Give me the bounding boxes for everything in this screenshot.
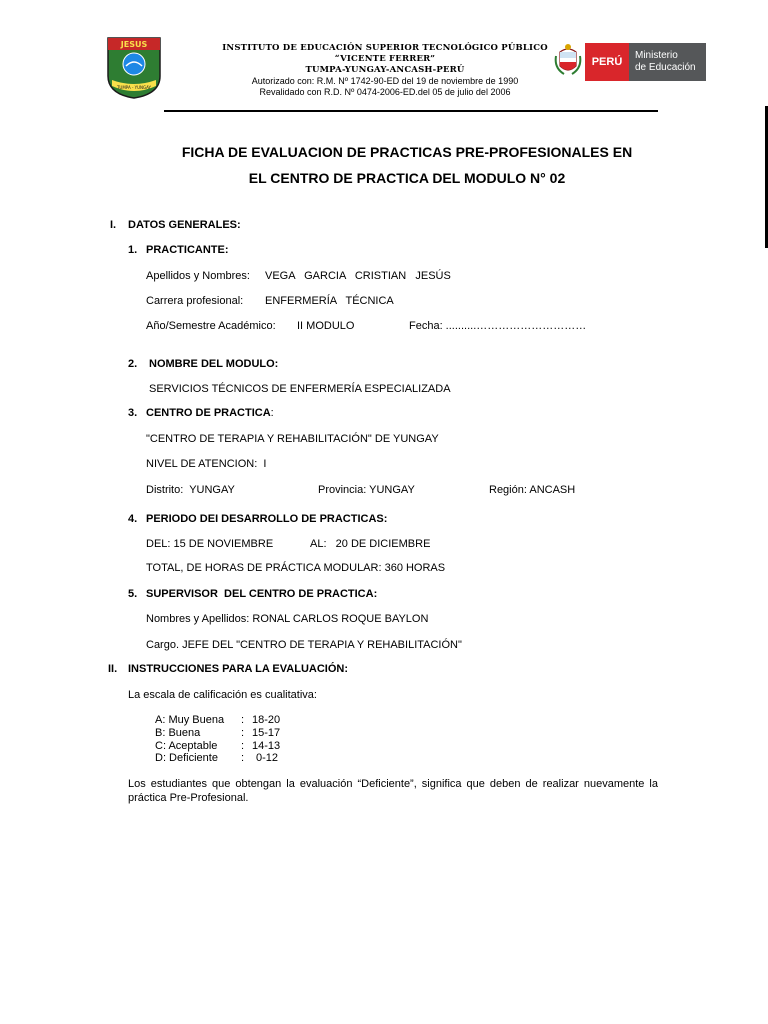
center-name: "CENTRO DE TERAPIA Y REHABILITACIÓN" DE YUNGAY	[146, 433, 439, 445]
revalidation-text: Revalidado con R.D. Nº 0474-2006-ED.del 05 de julio del 2006	[259, 87, 511, 97]
names-label: Apellidos y Nombres:	[146, 270, 250, 282]
scale-range: 14-13	[252, 740, 281, 752]
scale-separator: :	[241, 752, 245, 764]
subsection-3-number: 3.	[128, 407, 138, 419]
scale-range: 18-20	[252, 714, 281, 726]
subsection-2-number: 2.	[128, 358, 138, 370]
subsection-1-number: 1.	[128, 244, 138, 256]
ministry-logo	[585, 43, 706, 81]
peru-badge	[585, 43, 629, 81]
career-label: Carrera profesional:	[146, 295, 244, 307]
career-value: ENFERMERÍA TÉCNICA	[265, 295, 394, 307]
scale-label: C: Aceptable	[155, 740, 218, 752]
center-heading-colon: :	[270, 407, 274, 419]
period-end: AL: 20 DE DICIEMBRE	[310, 538, 431, 550]
date-field: Fecha: ..........…………………………	[409, 320, 587, 332]
ministry-line-1: Ministerio	[635, 50, 678, 61]
section-1-numeral: I.	[110, 219, 117, 231]
scale-label: A: Muy Buena	[155, 714, 225, 726]
authorization-text: Autorizado con: R.M. Nº 1742-90-ED del 19 de noviembre de 1990	[251, 76, 519, 86]
institute-location: TUMPA-YUNGAY-ANCASH-PERÚ	[305, 65, 465, 75]
logo-bottom-text: TUMPA - YUNGAY	[116, 85, 152, 90]
module-value: SERVICIOS TÉCNICOS DE ENFERMERÍA ESPECIALIZADA	[149, 383, 451, 395]
names-value: VEGA GARCIA CRISTIAN JESÚS	[265, 270, 451, 282]
national-seal-icon	[554, 42, 582, 78]
supervisor-names: Nombres y Apellidos: RONAL CARLOS ROQUE BAYLON	[146, 613, 429, 625]
document-title-line-1: FICHA DE EVALUACION DE PRACTICAS PRE-PROFESIONALES EN	[181, 144, 633, 160]
scale-label: B: Buena	[155, 727, 201, 739]
scale-separator: :	[241, 727, 245, 739]
scale-intro: La escala de calificación es cualitativa:	[128, 689, 317, 701]
period-heading: PERIODO DEI DESARROLLO DE PRACTICAS:	[146, 513, 388, 525]
year-label: Año/Semestre Académico:	[146, 320, 276, 332]
province: Provincia: YUNGAY	[318, 484, 415, 496]
institute-subname: “VICENTE FERRER”	[334, 54, 436, 64]
scale-separator: :	[241, 714, 245, 726]
scale-label: D: Deficiente	[155, 752, 218, 764]
scale-separator: :	[241, 740, 245, 752]
peru-label: PERÚ	[591, 56, 623, 68]
header-divider	[164, 110, 658, 112]
total-hours: TOTAL, DE HORAS DE PRÁCTICA MODULAR: 360 HORAS	[146, 562, 446, 574]
care-level: NIVEL DE ATENCION: I	[146, 458, 267, 470]
section-2-numeral: II.	[108, 663, 118, 675]
district: Distrito: YUNGAY	[146, 484, 235, 496]
subsection-4-number: 4.	[128, 513, 138, 525]
ministry-line-2: de Educación	[635, 62, 696, 73]
section-1-heading: DATOS GENERALES:	[128, 219, 241, 231]
center-heading	[146, 407, 274, 419]
center-heading-text: CENTRO DE PRACTICA	[146, 407, 271, 419]
period-start: DEL: 15 DE NOVIEMBRE	[146, 538, 274, 550]
supervisor-heading: SUPERVISOR DEL CENTRO DE PRACTICA:	[146, 588, 378, 600]
ministry-name	[635, 50, 696, 74]
institute-logo	[106, 36, 162, 100]
supervisor-position: Cargo. JEFE DEL "CENTRO DE TERAPIA Y REHABILITACIÓN"	[146, 639, 462, 651]
document-title-line-2: EL CENTRO DE PRACTICA DEL MODULO N° 02	[248, 170, 566, 186]
institute-name: INSTITUTO DE EDUCACIÓN SUPERIOR TECNOLÓGICO PÚBLICO	[222, 43, 548, 53]
module-heading: NOMBRE DEL MODULO:	[149, 358, 279, 370]
subsection-5-number: 5.	[128, 588, 138, 600]
section-2-heading: INSTRUCCIONES PARA LA EVALUACIÓN:	[128, 663, 348, 675]
deficient-note: Los estudiantes que obtengan la evaluación “Deficiente”, significa que deben de realizar nuevamente la práctica Pre-Profesional.	[128, 778, 658, 804]
scale-range: 0-12	[256, 752, 279, 764]
scale-range: 15-17	[252, 727, 281, 739]
practicante-heading: PRACTICANTE:	[146, 244, 229, 256]
region: Región: ANCASH	[489, 484, 576, 496]
year-value: II MODULO	[297, 320, 355, 332]
logo-top-text: JESUS	[120, 40, 148, 49]
